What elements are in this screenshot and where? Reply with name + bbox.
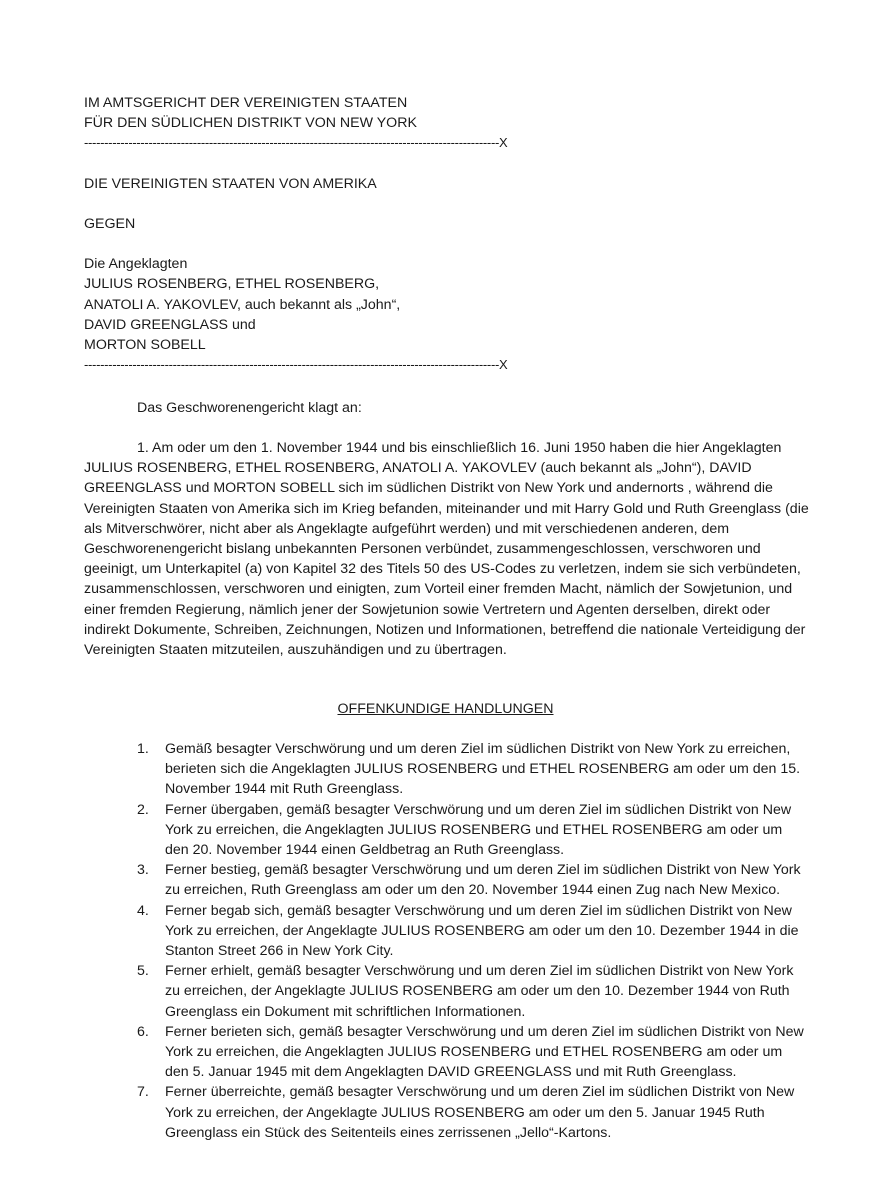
plaintiff-name: DIE VEREINIGTEN STAATEN VON AMERIKA bbox=[84, 176, 377, 192]
list-item-number: 2. bbox=[137, 801, 149, 818]
list-item bbox=[137, 901, 809, 962]
list-item-text: Ferner übergaben, gemäß besagter Verschwörung und um deren Ziel im südlichen Distrikt von New York zu erreichen, die Angeklagten JULIUS ROSENBERG und ETHEL ROSENBERG am oder um den 20. November 1944 einen Geldbetrag an Ruth Greenglass. bbox=[165, 801, 792, 859]
count-paragraph bbox=[84, 438, 814, 660]
overt-acts-list bbox=[137, 739, 809, 1143]
versus-label: GEGEN bbox=[84, 216, 136, 232]
list-item-text: Ferner begab sich, gemäß besagter Verschwörung und um deren Ziel im südlichen Distrikt von New York zu erreichen, der Angeklagte JULIUS ROSENBERG am oder um den 10. Dezember 1944 in die Stanton Street 266 in New York City. bbox=[165, 902, 799, 960]
list-item bbox=[137, 1022, 809, 1083]
list-item bbox=[137, 860, 809, 900]
defendant-line: ANATOLI A. YAKOVLEV, auch bekannt als „John“, bbox=[84, 297, 401, 313]
list-item-number: 4. bbox=[137, 902, 149, 919]
defendant-line: DAVID GREENGLASS und bbox=[84, 317, 256, 333]
list-item-text: Ferner erhielt, gemäß besagter Verschwörung und um deren Ziel im südlichen Distrikt von New York zu erreichen, der Angeklagte JULIUS ROSENBERG am oder um den 10. Dezember 1944 von Ruth Greenglass ein Dokument mit schriftlichen Informationen. bbox=[165, 963, 794, 1020]
list-item bbox=[137, 739, 809, 800]
list-item-text: Ferner überreichte, gemäß besagter Verschwörung und um deren Ziel im südlichen Distrikt von New York zu erreichen, der Angeklagte JULIUS ROSENBERG am oder um den 5. Januar 1945 Ruth Greenglass ein Stück des Seitenteils eines zerrissenen „Jello“-Kartons. bbox=[165, 1084, 795, 1141]
list-item-number: 6. bbox=[137, 1023, 149, 1040]
count-paragraph-text: 1. Am oder um den 1. November 1944 und bis einschließlich 16. Juni 1950 haben die hier Angeklagten JULIUS ROSENBERG, ETHEL ROSENBERG, ANATOLI A. YAKOVLEV (auch bekannt als „John“), DAVID GREENGLASS und MORTON SOBELL sich im südlichen Distrikt von New York und andernorts , während die Vereinigten Staaten von Amerika sich im Krieg befanden, miteinander und mit Harry Gold und Ruth Greenglass (die als Mitverschwörer, nicht aber als Angeklagte aufgeführt werden) und mit verschiedenen anderen, dem Geschworenengericht bislang unbekannten Personen verbündet, zusammengeschlossen, verschworen und geeinigt, um Unterkapitel (a) von Kapitel 32 des Titels 50 des US-Codes zu verletzen, indem sie sich verbündeten, zusammenschlossen, verschworen und einigten, zum Vorteil einer fremden Macht, nämlich der Sowjetunion, und einer fremden Regierung, nämlich jener der Sowjetunion sowie Vertretern und Agenten derselben, direkt oder indirekt Dokumente, Schreiben, Zeichnungen, Notizen und Informationen, betreffend die nationale Verteidigung der Vereinigten Staaten mitzuteilen, auszuhändigen und zu übertragen. bbox=[84, 440, 809, 659]
defendant-line: JULIUS ROSENBERG, ETHEL ROSENBERG, bbox=[84, 276, 380, 292]
defendants-intro: Die Angeklagten bbox=[84, 256, 188, 272]
section-heading: OFFENKUNDIGE HANDLUNGEN bbox=[337, 701, 554, 717]
court-title-line2: FÜR DEN SÜDLICHEN DISTRIKT VON NEW YORK bbox=[84, 115, 417, 131]
list-item bbox=[137, 800, 809, 861]
list-item-number: 3. bbox=[137, 862, 149, 879]
list-item-text: Gemäß besagter Verschwörung und um deren Ziel im südlichen Distrikt von New York zu erreichen, berieten sich die Angeklagten JULIUS ROSENBERG und ETHEL ROSENBERG am oder um den 15. November 1944 mit Ruth Greenglass. bbox=[165, 741, 801, 798]
list-item-text: Ferner berieten sich, gemäß besagter Verschwörung und um deren Ziel im südlichen Distrikt von New York zu erreichen, die Angeklagten JULIUS ROSENBERG und ETHEL ROSENBERG am oder um den 5. Januar 1945 mit dem Angeklagten DAVID GREENGLASS und mit Ruth Greenglass. bbox=[165, 1023, 804, 1081]
list-item bbox=[137, 1082, 809, 1143]
court-title-line1: IM AMTSGERICHT DER VEREINIGTEN STAATEN bbox=[84, 95, 408, 111]
list-item-number: 7. bbox=[137, 1084, 149, 1101]
caption-separator-top: -------------------------------------------------------------------------------------------------------X bbox=[84, 135, 508, 150]
caption-separator-bottom: -------------------------------------------------------------------------------------------------------X bbox=[84, 357, 508, 372]
list-item bbox=[137, 961, 809, 1022]
list-item-text: Ferner bestieg, gemäß besagter Verschwörung und um deren Ziel im südlichen Distrikt von New York zu erreichen, Ruth Greenglass am oder um den 20. November 1944 einen Zug nach New Mexico. bbox=[165, 862, 801, 899]
list-item-number: 1. bbox=[137, 741, 149, 757]
indictment-intro: Das Geschworenengericht klagt an: bbox=[137, 400, 362, 416]
defendant-line: MORTON SOBELL bbox=[84, 337, 206, 353]
list-item-number: 5. bbox=[137, 963, 149, 980]
